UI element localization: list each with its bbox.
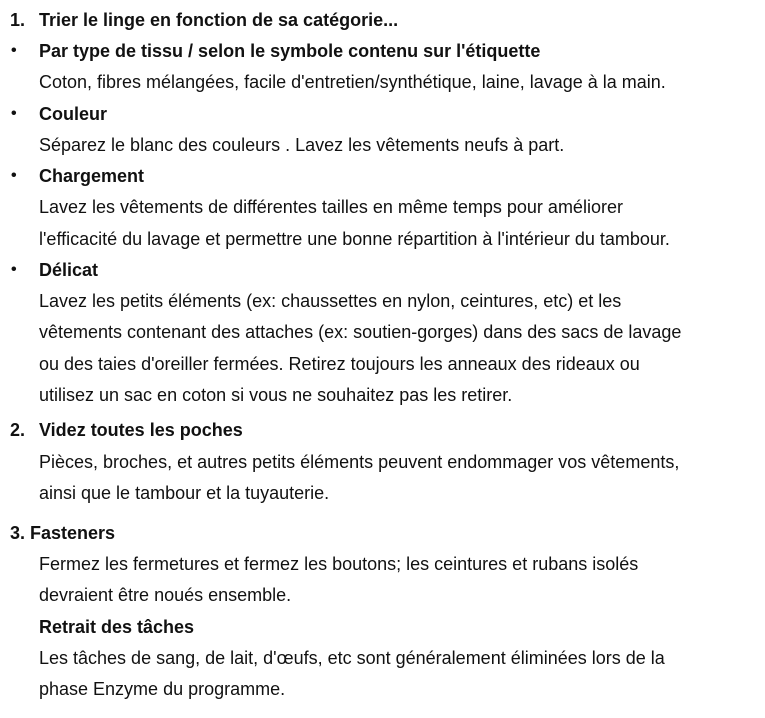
- subsection-text: Les tâches de sang, de lait, d'œufs, etc sont généralement éliminées lors de la: [39, 648, 665, 668]
- bullet-icon: •: [11, 261, 17, 278]
- item-heading: Chargement: [39, 166, 145, 186]
- section-text: devraient être noués ensemble.: [39, 585, 292, 605]
- section-title: Videz toutes les poches: [39, 420, 243, 440]
- item-heading: Par type de tissu / selon le symbole contenu sur l'étiquette: [39, 41, 541, 61]
- section-title: Trier le linge en fonction de sa catégorie...: [39, 10, 399, 30]
- item-text: Coton, fibres mélangées, facile d'entretien/synthétique, laine, lavage à la main.: [39, 72, 666, 92]
- section-text: Pièces, broches, et autres petits éléments peuvent endommager vos vêtements,: [39, 452, 680, 472]
- item-heading: Couleur: [39, 104, 108, 124]
- bullet-icon: •: [11, 105, 17, 122]
- section-number: 2.: [10, 420, 26, 440]
- section-text: ainsi que le tambour et la tuyauterie.: [39, 483, 330, 503]
- bullet-icon: •: [11, 42, 17, 59]
- item-text: vêtements contenant des attaches (ex: soutien-gorges) dans des sacs de lavage: [39, 322, 682, 342]
- section-number: 1.: [10, 10, 26, 30]
- item-heading: Délicat: [39, 260, 99, 280]
- item-text: Séparez le blanc des couleurs . Lavez les vêtements neufs à part.: [39, 135, 565, 155]
- item-text: l'efficacité du lavage et permettre une bonne répartition à l'intérieur du tambour.: [39, 229, 670, 249]
- subsection-heading: Retrait des tâches: [39, 617, 195, 637]
- item-text: Lavez les vêtements de différentes tailles en même temps pour améliorer: [39, 197, 623, 217]
- subsection-text: phase Enzyme du programme.: [39, 679, 286, 699]
- bullet-icon: •: [11, 167, 17, 184]
- item-text: utilisez un sac en coton si vous ne souhaitez pas les retirer.: [39, 385, 513, 405]
- item-text: ou des taies d'oreiller fermées. Retirez toujours les anneaux des rideaux ou: [39, 354, 640, 374]
- section-text: Fermez les fermetures et fermez les boutons; les ceintures et rubans isolés: [39, 554, 639, 574]
- item-text: Lavez les petits éléments (ex: chaussettes en nylon, ceintures, etc) et les: [39, 291, 622, 311]
- section-title: 3. Fasteners: [10, 523, 116, 543]
